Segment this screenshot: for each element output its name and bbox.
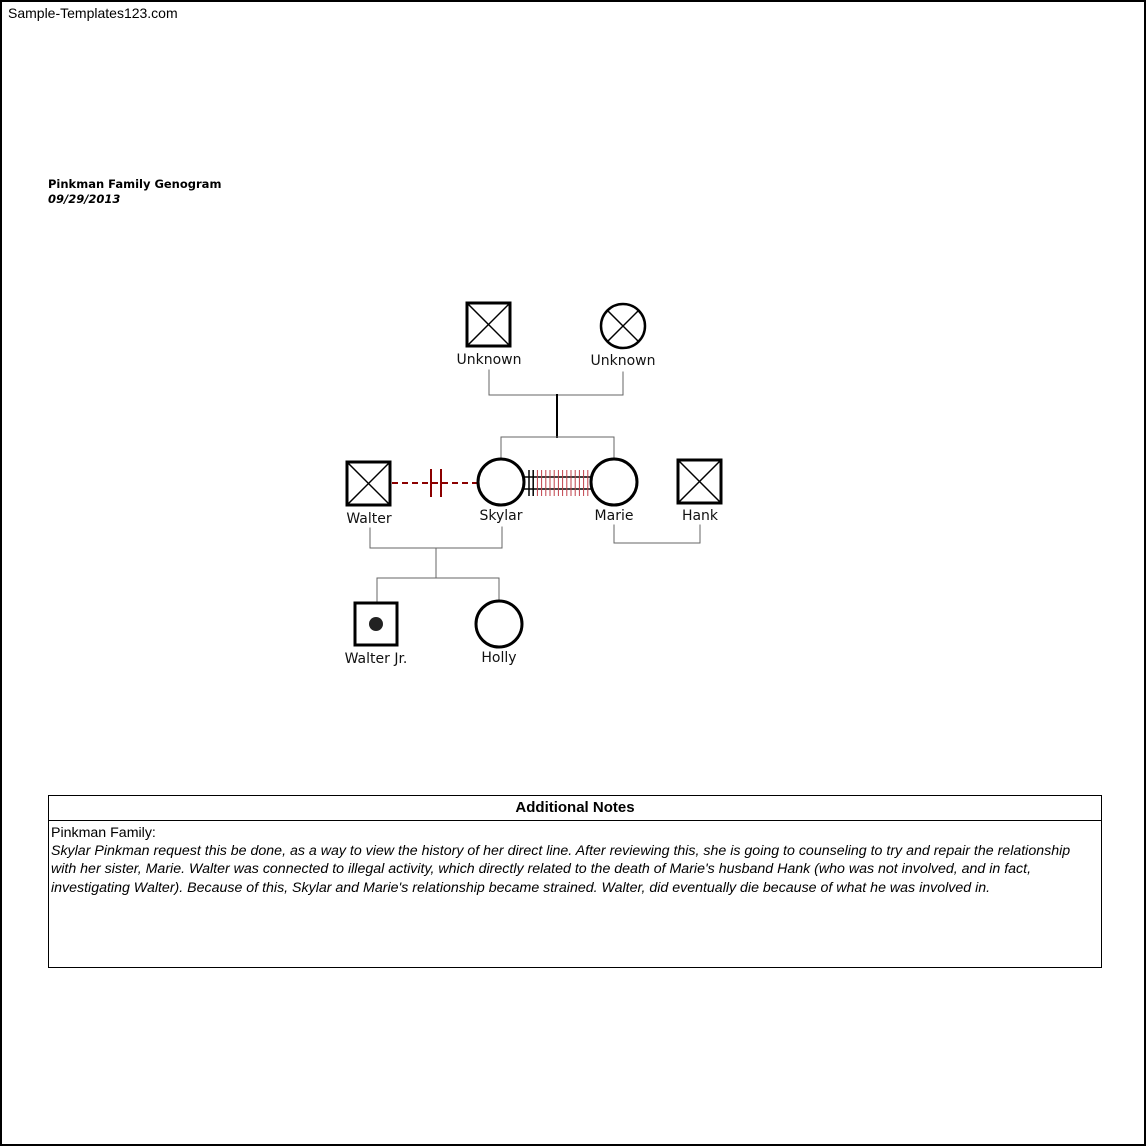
marie-hank-marriage-line bbox=[614, 525, 700, 543]
grandfather-label: Unknown bbox=[456, 352, 522, 368]
children-line bbox=[377, 578, 499, 603]
hank-label: Hank bbox=[681, 508, 719, 524]
notes-body bbox=[49, 821, 1101, 897]
connector-lines bbox=[370, 370, 700, 603]
siblings-line bbox=[501, 437, 614, 460]
walter-label: Walter bbox=[346, 511, 392, 527]
hostile-relationship-line bbox=[524, 470, 592, 496]
grandmother-label: Unknown bbox=[590, 353, 656, 369]
walter-jr-symbol bbox=[355, 603, 397, 645]
hank-symbol bbox=[678, 460, 721, 503]
marie-symbol bbox=[591, 459, 637, 505]
genogram-diagram bbox=[2, 2, 1146, 1148]
marie-label: Marie bbox=[594, 508, 634, 524]
skylar-symbol bbox=[478, 459, 524, 505]
grandmother-symbol bbox=[601, 304, 645, 348]
notes-text: Skylar Pinkman request this be done, as a way to view the history of her direct line. After reviewing this, she is going to counseling to try and repair the relationship with her sister, Marie. Walter was connected to illegal activity, which directly related to the death of Marie's husband Hank (who was not involved, and in fact, investigating Walter). Because of this, Skylar and Marie's relationship became strained. Walter, did eventually die because of what he was involved in. bbox=[51, 843, 1071, 896]
holly-label: Holly bbox=[481, 650, 517, 666]
walter-skylar-marriage-line bbox=[370, 527, 502, 548]
document-date: 09/29/2013 bbox=[48, 192, 121, 206]
additional-notes-box bbox=[48, 795, 1102, 968]
cutoff-relationship-line bbox=[392, 469, 478, 497]
grandparents-marriage-line bbox=[489, 370, 623, 395]
watermark: Sample-Templates123.com bbox=[8, 5, 178, 21]
page-title: Pinkman Family Genogram bbox=[48, 177, 222, 191]
walter-jr-label: Walter Jr. bbox=[344, 651, 408, 667]
walter-symbol bbox=[347, 462, 390, 505]
notes-heading: Pinkman Family: bbox=[51, 825, 156, 841]
notes-header: Additional Notes bbox=[49, 796, 1101, 821]
skylar-label: Skylar bbox=[479, 508, 523, 524]
holly-symbol bbox=[476, 601, 522, 647]
grandfather-symbol bbox=[467, 303, 510, 346]
